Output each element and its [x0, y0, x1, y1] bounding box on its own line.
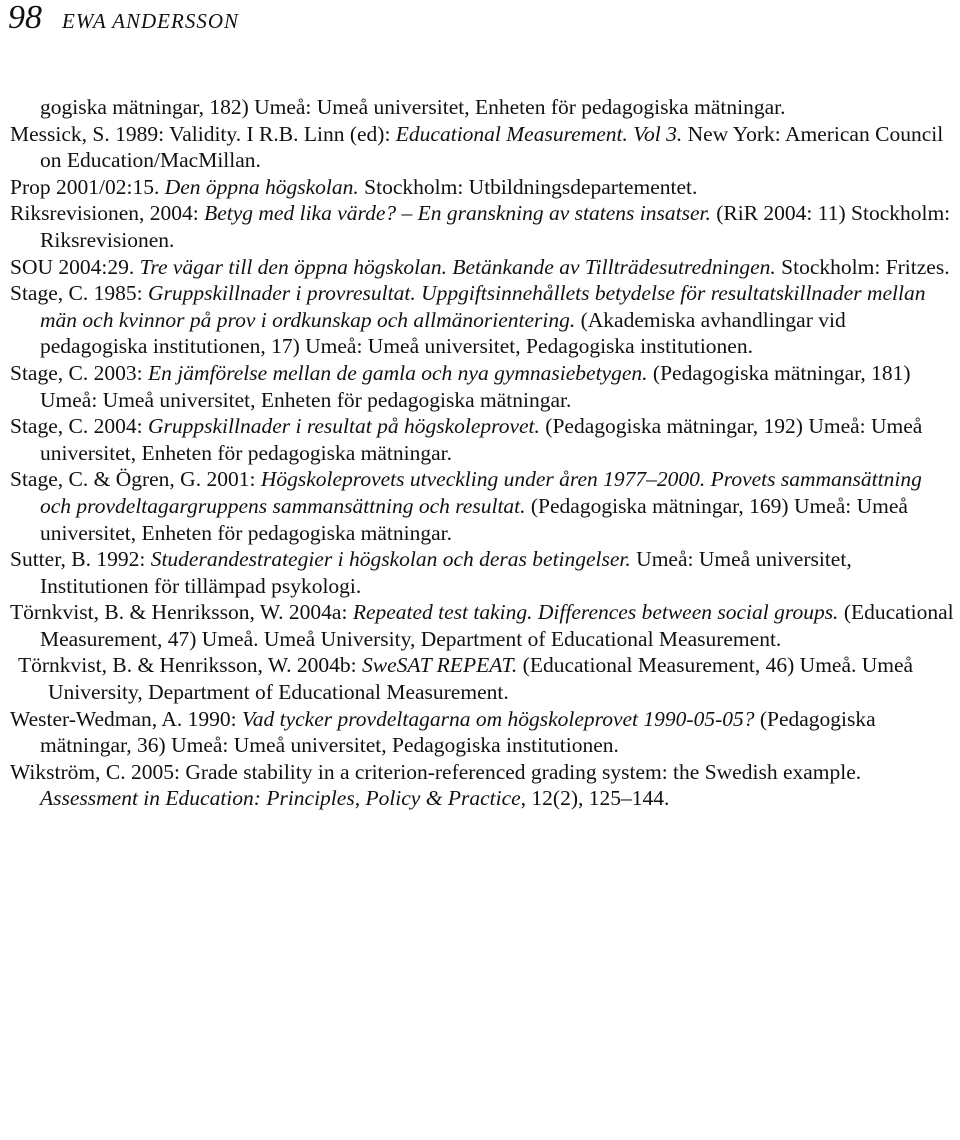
reference-title: Gruppskillnader i resultat på högskoleprovet. [147, 414, 540, 439]
reference-entry [10, 413, 955, 466]
reference-entry [10, 706, 955, 759]
reference-text: Messick, S. 1989: Validity. I R.B. Linn (ed): [10, 121, 396, 146]
reference-entry [10, 759, 955, 812]
reference-text: Umeå: Umeå universitet, Institutionen för tillämpad psykologi. [40, 547, 852, 598]
reference-text: Stockholm: Fritzes. [775, 254, 950, 279]
reference-text: (Pedagogiska mätningar, 192) Umeå: Umeå universitet, Enheten för pedagogiska mätningar. [40, 414, 923, 465]
reference-title: Gruppskillnader i provresultat. Uppgiftsinnehållets betydelse för resultatskillnader mellan män och kvinnor på prov i ordkunskap och allmänorientering. [40, 281, 926, 332]
reference-entry [10, 599, 955, 652]
reference-text: Stockholm: Utbildningsdepartementet. [358, 174, 698, 199]
reference-list [10, 94, 955, 812]
reference-text: SOU 2004:29. [10, 254, 140, 279]
reference-entry [10, 254, 955, 281]
reference-entry [10, 94, 955, 121]
reference-text: Stage, C. 1985: [10, 281, 148, 306]
reference-text: Wikström, C. 2005: Grade stability in a criterion-referenced grading system: the Swedish example. [10, 759, 862, 784]
reference-text: gogiska mätningar, 182) Umeå: Umeå universitet, Enheten för pedagogiska mätningar. [40, 95, 786, 119]
running-head: EWA ANDERSSON [62, 9, 240, 33]
reference-text: (Pedagogiska mätningar, 169) Umeå: Umeå universitet, Enheten för pedagogiska mätningar. [40, 493, 908, 545]
reference-text: Stage, C. 2003: [10, 360, 148, 385]
reference-text: (Pedagogiska mätningar, 181) Umeå: Umeå universitet, Enheten för pedagogiska mätningar. [40, 360, 911, 412]
reference-text: Wester-Wedman, A. 1990: [10, 706, 242, 731]
reference-text: (Akademiska avhandlingar vid pedagogiska institutionen, 17) Umeå: Umeå universitet, Pedagogiska institutionen. [40, 307, 846, 359]
reference-text: Sutter, B. 1992: [10, 547, 151, 572]
reference-text: (Educational Measurement, 46) Umeå. Umeå University, Department of Educational Measurement. [48, 653, 914, 705]
reference-title: Betyg med lika värde? – En granskning av statens insatser. [204, 201, 711, 226]
reference-text: (Educational Measurement, 47) Umeå. Umeå University, Department of Educational Measurement. [40, 600, 954, 651]
reference-entry [10, 546, 955, 599]
reference-text: New York: American Council on Education/MacMillan. [40, 121, 944, 173]
reference-title: Studerandestrategier i högskolan och deras betingelser. [150, 547, 631, 572]
reference-title: Educational Measurement. Vol 3. [395, 121, 683, 146]
reference-text: Stage, C. 2004: [10, 414, 148, 439]
reference-text: (RiR 2004: 11) Stockholm: Riksrevisionen. [40, 201, 951, 252]
page-number: 98 [8, 0, 42, 36]
reference-title: Assessment in Education: Principles, Policy & Practice [40, 786, 521, 811]
reference-entry [10, 360, 955, 413]
reference-title: En jämförelse mellan de gamla och nya gymnasiebetygen. [147, 360, 648, 385]
reference-text: , 12(2), 125–144. [520, 786, 670, 811]
reference-entry [10, 652, 955, 705]
reference-text: Stage, C. & Ögren, G. 2001: [10, 467, 261, 492]
reference-text: (Pedagogiska mätningar, 36) Umeå: Umeå universitet, Pedagogiska institutionen. [40, 706, 876, 758]
reference-text: Törnkvist, B. & Henriksson, W. 2004b: [18, 653, 363, 678]
reference-entry [10, 174, 955, 201]
reference-title: Högskoleprovets utveckling under åren 1977–2000. Provets sammansättning och provdeltagargruppens sammansättning och resultat. [40, 467, 922, 518]
reference-title: Vad tycker provdeltagarna om högskoleprovet 1990-05-05? [241, 706, 755, 731]
reference-text: Riksrevisionen, 2004: [10, 201, 205, 226]
reference-title: Repeated test taking. Differences between social groups. [352, 600, 839, 625]
reference-title: SweSAT REPEAT. [362, 653, 518, 678]
page-header [8, 0, 239, 40]
reference-entry [10, 466, 955, 546]
reference-title: Tre vägar till den öppna högskolan. Betänkande av Tillträdesutredningen. [139, 254, 776, 279]
reference-text: Törnkvist, B. & Henriksson, W. 2004a: [10, 600, 353, 625]
reference-title: Den öppna högskolan. [164, 174, 359, 199]
reference-entry [10, 121, 955, 174]
reference-entry [10, 280, 955, 360]
reference-text: Prop 2001/02:15. [10, 174, 165, 199]
reference-entry [10, 200, 955, 253]
